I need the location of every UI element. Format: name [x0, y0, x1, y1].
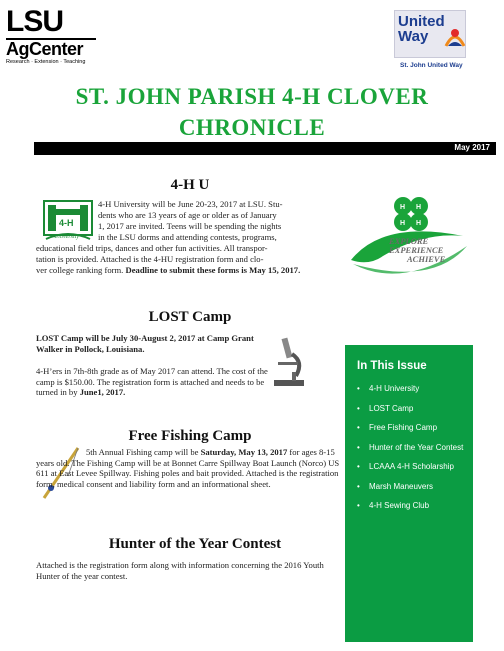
fishing-intro: 5th Annual Fishing camp will be: [86, 447, 199, 457]
fishing-details: for ages 8-15 years old. The Fishing Camp will be at Bonnet Carre Spillway Boat Launch (Norco) US 611 at East Levee Spillway. Fishing poles and bait provided. Attached is the registration form, medical consent and liability form and an informational sheet.: [36, 447, 340, 489]
lost-camp-dates: LOST Camp will be July 30-August 2, 2017 at Camp Grant Walker in Pollock, Louisiana.: [36, 333, 254, 354]
sidebar-item-fishing-camp[interactable]: • Free Fishing Camp: [357, 423, 469, 433]
sidebar-item-sewing-club[interactable]: • 4-H Sewing Club: [357, 501, 469, 511]
hu-line-2: dents who are 13 years of age or older as of January: [98, 210, 277, 220]
svg-text:H: H: [416, 204, 422, 211]
4h-logo-subtext: University: [54, 234, 79, 240]
hu-line-1: 4-H University will be June 20-23, 2017 at LSU. Stu-: [98, 199, 283, 209]
hu-line-4: in the LSU dorms and attending contests, programs,: [98, 232, 277, 242]
hu-line-3: 1, 2017 are invited. Teens will be spending the nights: [98, 221, 282, 231]
svg-text:H: H: [400, 204, 406, 211]
section-heading-hunter: Hunter of the Year Contest: [108, 536, 282, 552]
united-way-subtitle: St. John United Way: [400, 62, 463, 69]
sidebar-item-marsh-maneuvers[interactable]: • Marsh Maneuvers: [357, 482, 469, 492]
section-heading-4hu: 4-H U: [170, 177, 210, 193]
hu-line-5: educational field trips, dances and other fun activities. All transpor-: [36, 243, 268, 253]
hu-line-7: ver college ranking form.: [36, 265, 124, 275]
clover-word-explore: EXPLORE: [389, 236, 429, 246]
4h-university-logo: [42, 199, 94, 245]
sidebar-list: [357, 384, 469, 521]
microscope-icon: [270, 336, 310, 388]
svg-text:H: H: [400, 220, 406, 227]
lsu-agcenter-logo: [6, 5, 96, 80]
section-heading-lost-camp: LOST Camp: [148, 309, 232, 325]
united-way-line2: Way: [398, 28, 429, 45]
lsu-tagline: Research · Extension · Teaching: [6, 59, 86, 65]
issue-date: May 2017: [454, 143, 490, 152]
united-way-logo: [392, 10, 496, 72]
hu-line-6: tation is provided. Attached is the 4-HU registration form and clo-: [36, 254, 264, 264]
lost-camp-due-date: June1, 2017.: [79, 387, 126, 398]
united-way-hand-icon: [444, 24, 466, 48]
newsletter-title-line2: CHRONICLE: [178, 115, 326, 140]
sidebar-item-lost-camp[interactable]: • LOST Camp: [357, 404, 469, 414]
in-this-issue-sidebar: [345, 345, 473, 642]
united-way-line1: United: [398, 13, 445, 30]
sidebar-item-scholarship[interactable]: • LCAAA 4-H Scholarship: [357, 462, 469, 472]
lost-camp-body: 4-H’ers in 7th-8th grade as of May 2017 can attend. The cost of the camp is $150.00. The registration form is attached and needs to be turned in by: [36, 366, 268, 398]
clover-word-experience: EXPERIENCE: [389, 245, 444, 255]
lsu-logo-text: LSU: [6, 5, 63, 38]
sidebar-item-hunter[interactable]: • Hunter of the Year Contest: [357, 443, 469, 453]
newsletter-title-line1: ST. JOHN PARISH 4-H CLOVER: [75, 84, 429, 109]
4h-logo-text: 4-H: [59, 218, 74, 228]
svg-text:H: H: [416, 220, 422, 227]
section-heading-fishing-camp: Free Fishing Camp: [128, 428, 252, 444]
agcenter-logo-text: AgCenter: [6, 38, 96, 57]
date-bar: [34, 142, 496, 155]
4h-clover-logo: [343, 190, 473, 290]
hu-deadline: Deadline to submit these forms is May 15, 2017.: [125, 265, 301, 275]
fishing-date: Saturday, May 13, 2017: [200, 447, 288, 457]
clover-word-achieve: ACHIEVE: [407, 254, 446, 264]
hunter-body: Attached is the registration form along with information concerning the 2016 Youth Hunter of the year contest.: [36, 560, 324, 581]
sidebar-title: In This Issue: [357, 360, 427, 372]
sidebar-item-4h-university[interactable]: • 4-H University: [357, 384, 469, 394]
